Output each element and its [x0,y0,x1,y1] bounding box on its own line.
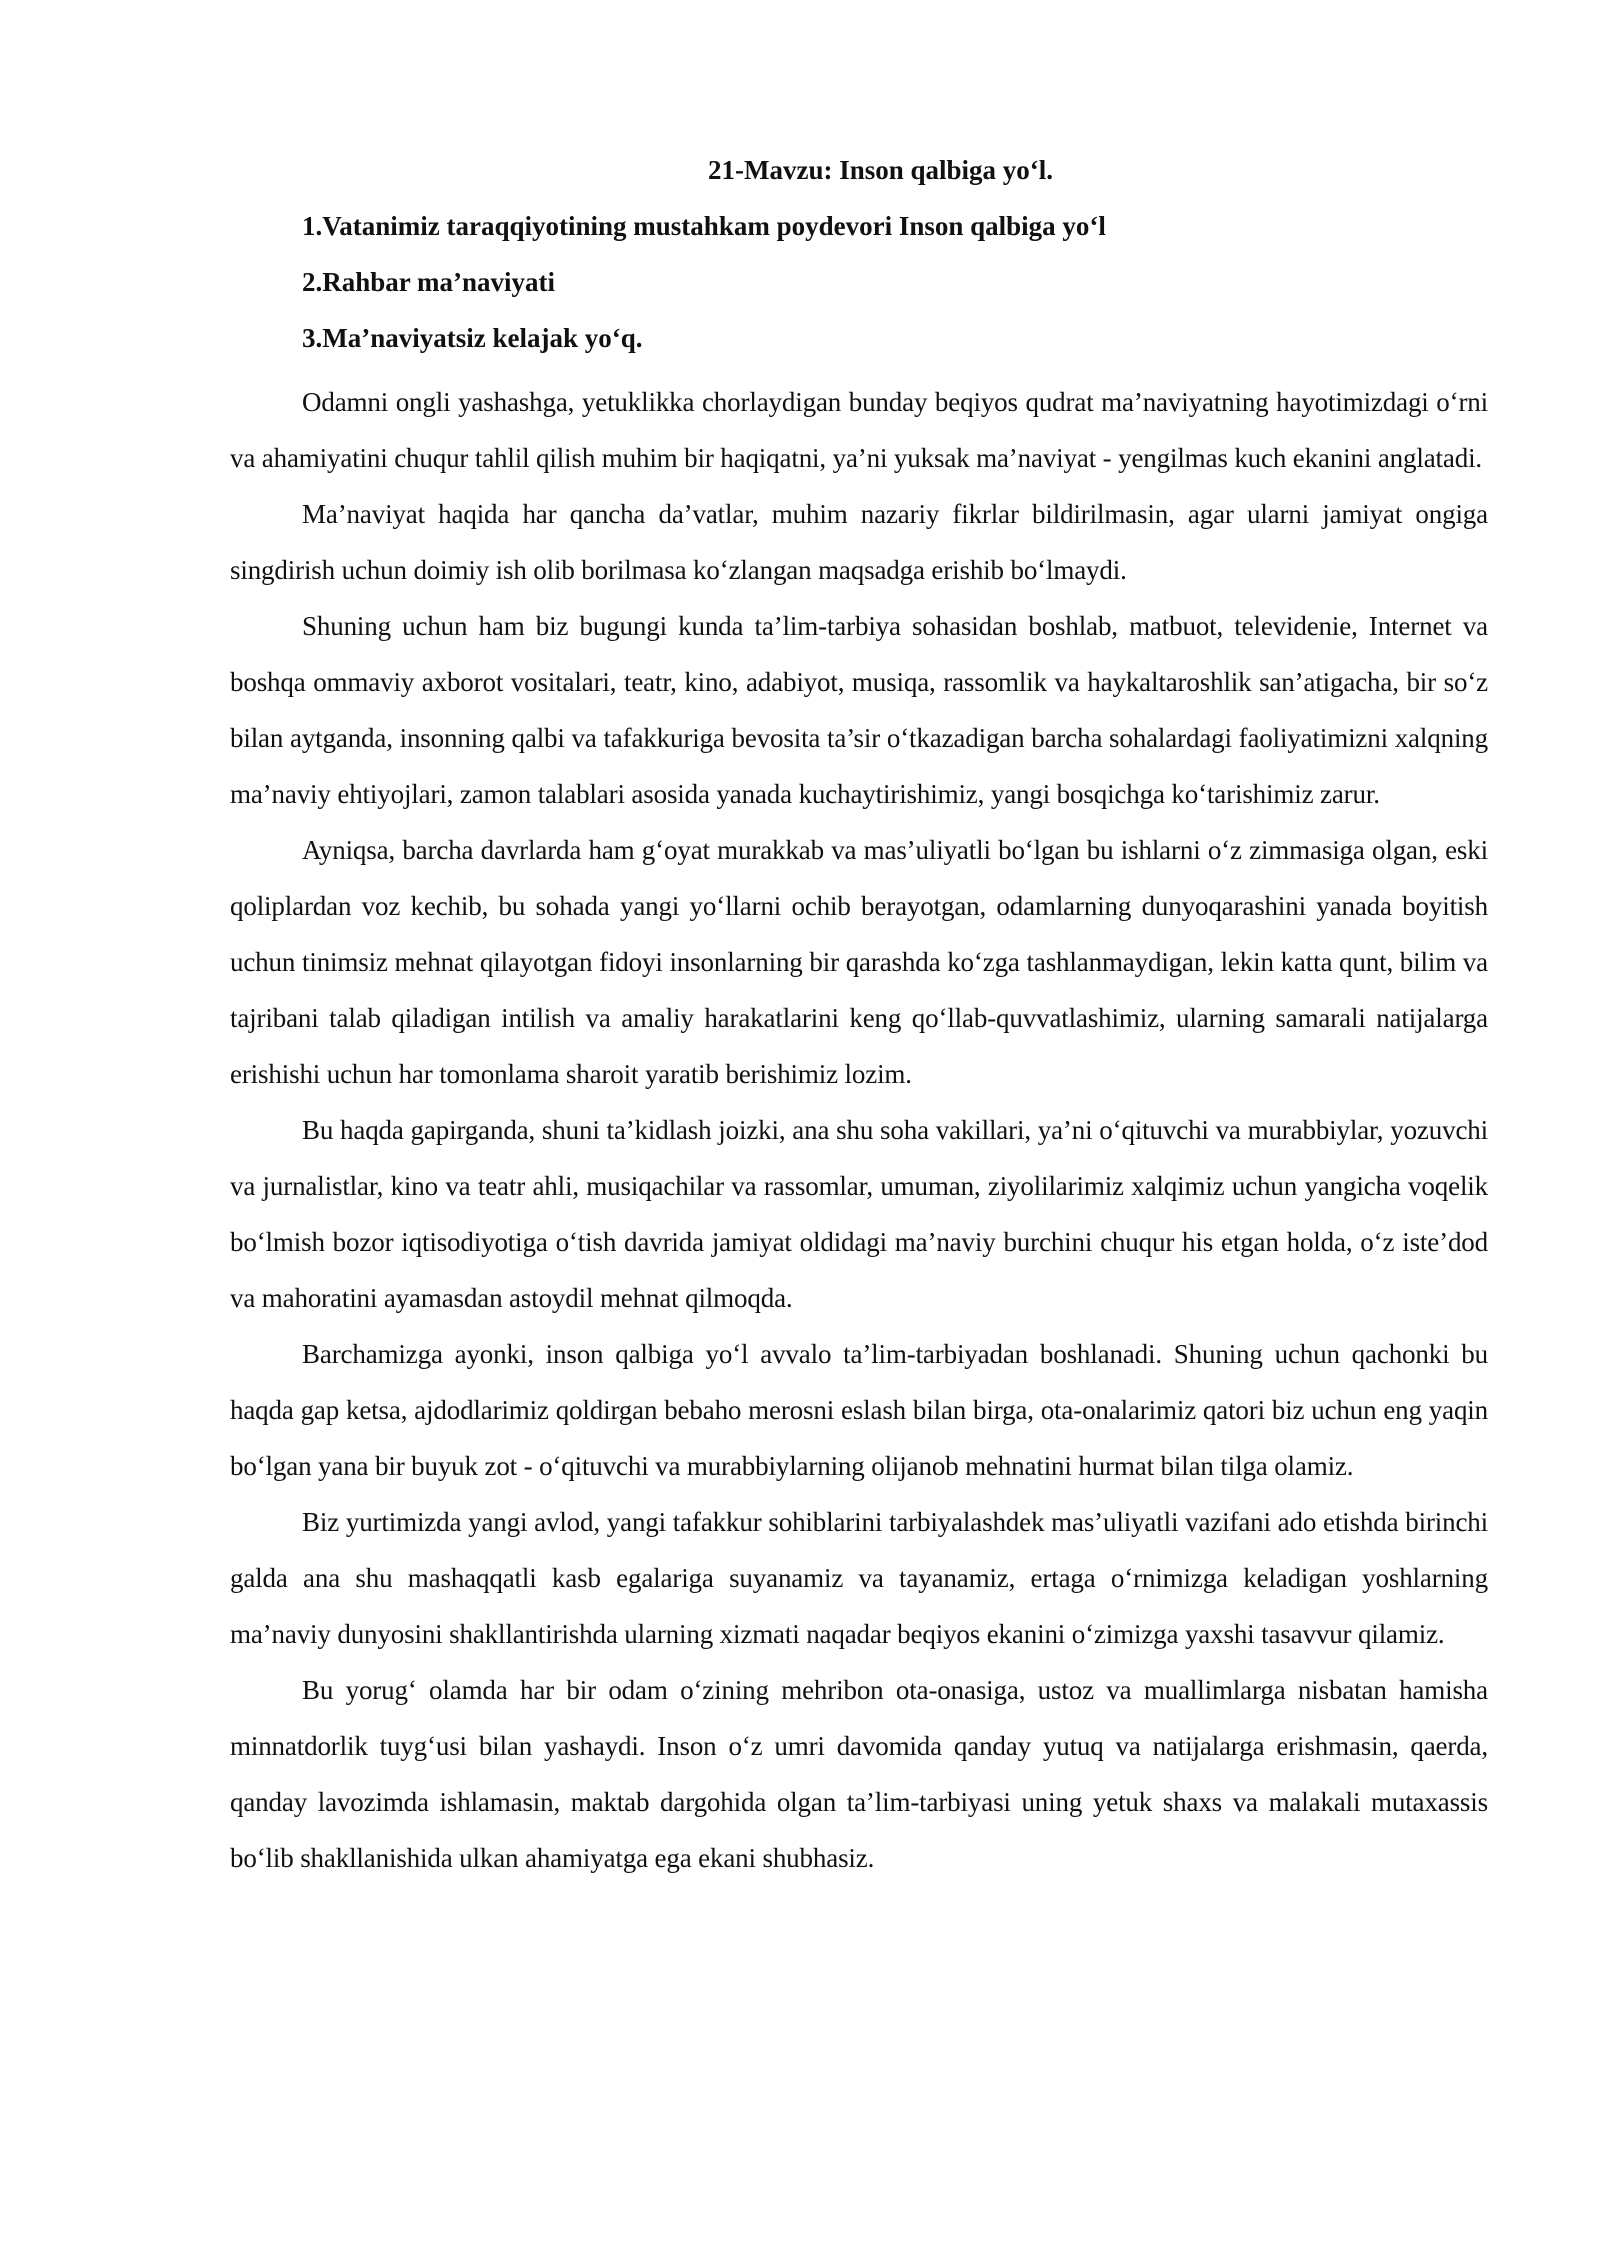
heading-item-3: 3.Ma’naviyatsiz kelajak yo‘q. [302,323,643,353]
document-title: 21-Mavzu: Inson qalbiga yo‘l. [708,155,1054,185]
paragraph-2: Ma’naviyat haqida har qancha da’vatlar, muhim nazariy fikrlar bildirilmasin, agar ularni jamiyat ongiga singdirish uchun doimiy ish olib borilmasa ko‘zlangan maqsadga erishib bo‘lmaydi. [230,499,1488,585]
heading-item-1: 1.Vatanimiz taraqqiyotining mustahkam poydevori Inson qalbiga yo‘l [302,211,1106,241]
paragraph-1: Odamni ongli yashashga, yetuklikka chorlaydigan bunday beqiyos qudrat ma’naviyatning hayotimizdagi o‘rni va ahamiyatini chuqur tahlil qilish muhim bir haqiqatni, ya’ni yuksak ma’naviyat - yengilmas kuch ekanini anglatadi. [230,387,1488,473]
paragraph-3: Shuning uchun ham biz bugungi kunda ta’lim-tarbiya sohasidan boshlab, matbuot, televidenie, Internet va boshqa ommaviy axborot vositalari, teatr, kino, adabiyot, musiqa, rassomlik va haykaltaroshlik san’atigacha, bir so‘z bilan aytganda, insonning qalbi va tafakkuriga bevosita ta’sir o‘tkazadigan barcha sohalardagi faoliyatimizni xalqning ma’naviy ehtiyojlari, zamon talablari asosida yanada kuchaytirishimiz, yangi bosqichga ko‘tarishimiz zarur. [230,611,1488,809]
paragraph-5: Bu haqda gapirganda, shuni ta’kidlash joizki, ana shu soha vakillari, ya’ni o‘qituvchi va murabbiylar, yozuvchi va jurnalistlar, kino va teatr ahli, musiqachilar va rassomlar, umuman, ziyolilarimiz xalqimiz uchun yangicha voqelik bo‘lmish bozor iqtisodiyotiga o‘tish davrida jamiyat oldidagi ma’naviy burchini chuqur his etgan holda, o‘z iste’dod va mahoratini ayamasdan astoydil mehnat qilmoqda. [230,1115,1488,1313]
heading-item-2: 2.Rahbar ma’naviyati [302,267,556,297]
document-body [230,150,1488,1886]
paragraph-6: Barchamizga ayonki, inson qalbiga yo‘l avvalo ta’lim-tarbiyadan boshlanadi. Shuning uchun qachonki bu haqda gap ketsa, ajdodlarimiz qoldirgan bebaho merosni eslash bilan birga, ota-onalarimiz qatori biz uchun eng yaqin bo‘lgan yana bir buyuk zot - o‘qituvchi va murabbiylarning olijanob mehnatini hurmat bilan tilga olamiz. [230,1339,1488,1481]
paragraph-8: Bu yorug‘ olamda har bir odam o‘zining mehribon ota-onasiga, ustoz va muallimlarga nisbatan hamisha minnatdorlik tuyg‘usi bilan yashaydi. Inson o‘z umri davomida qanday yutuq va natijalarga erishmasin, qaerda, qanday lavozimda ishlamasin, maktab dargohida olgan ta’lim-tarbiyasi uning yetuk shaxs va malakali mutaxassis bo‘lib shakllanishida ulkan ahamiyatga ega ekani shubhasiz. [230,1675,1488,1873]
paragraph-4: Ayniqsa, barcha davrlarda ham g‘oyat murakkab va mas’uliyatli bo‘lgan bu ishlarni o‘z zimmasiga olgan, eski qoliplardan voz kechib, bu sohada yangi yo‘llarni ochib berayotgan, odamlarning dunyoqarashini yanada boyitish uchun tinimsiz mehnat qilayotgan fidoyi insonlarning bir qarashda ko‘zga tashlanmaydigan, lekin katta qunt, bilim va tajribani talab qiladigan intilish va amaliy harakatlarini keng qo‘llab-quvvatlashimiz, ularning samarali natijalarga erishishi uchun har tomonlama sharoit yaratib berishimiz lozim. [230,835,1488,1089]
paragraph-7: Biz yurtimizda yangi avlod, yangi tafakkur sohiblarini tarbiyalashdek mas’uliyatli vazifani ado etishda birinchi galda ana shu mashaqqatli kasb egalariga suyanamiz va tayanamiz, ertaga o‘rnimizga keladigan yoshlarning ma’naviy dunyosini shakllantirishda ularning xizmati naqadar beqiyos ekanini o‘zimizga yaxshi tasavvur qilamiz. [230,1507,1488,1649]
